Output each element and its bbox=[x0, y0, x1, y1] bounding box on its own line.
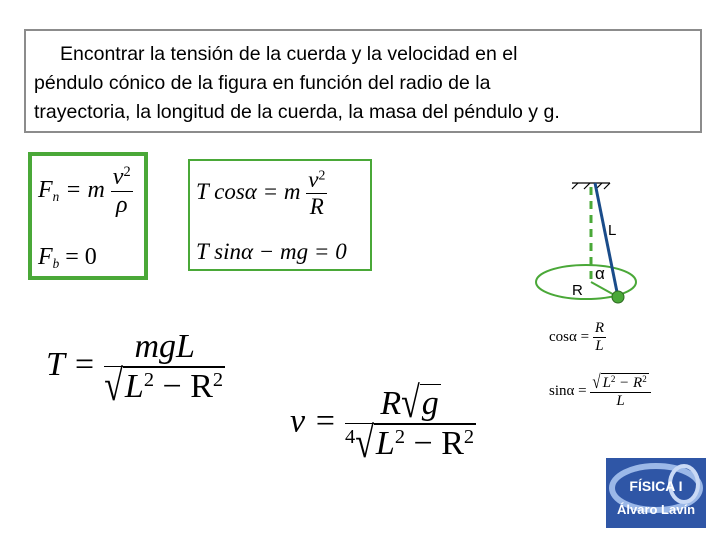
fb-equation: $F_b = 0$ bbox=[38, 244, 97, 271]
logo-line-1: FÍSICA I bbox=[629, 478, 683, 494]
tsin-equation: T sinα − mg = 0 bbox=[196, 239, 347, 264]
fisica-logo bbox=[606, 458, 706, 528]
logo-line-2: Álvaro Lavín bbox=[616, 502, 696, 517]
force-components-box bbox=[28, 152, 148, 280]
problem-line-1: Encontrar la tensión de la cuerda y la velocidad en el bbox=[60, 43, 518, 65]
label-L: L bbox=[608, 222, 617, 239]
problem-line-2: péndulo cónico de la figura en función del radio de la bbox=[34, 72, 491, 94]
fn-equation: $F_n = m$ $\frac{v^2}{\rho}$ bbox=[38, 164, 131, 218]
tension-result: T = $\frac{\text{mgL}}{√L^2 - R^2}$ bbox=[46, 328, 224, 411]
cos-relation: cosα = $\frac{R}{L}$ bbox=[549, 320, 604, 354]
conical-pendulum-diagram bbox=[520, 165, 670, 305]
label-alpha: α bbox=[595, 264, 605, 283]
tension-equations-box bbox=[188, 159, 372, 271]
label-R: R bbox=[572, 282, 583, 299]
problem-statement bbox=[24, 29, 702, 133]
pendulum-bob bbox=[612, 291, 624, 303]
problem-line-3: trayectoria, la longitud de la cuerda, la masa del péndulo y g. bbox=[34, 101, 560, 123]
sin-relation: sinα = $\frac{√ L^2 - R^2}{L}$ bbox=[549, 373, 651, 410]
tcos-equation: T cosα = m $\frac{v^2}{R}$ bbox=[196, 167, 326, 219]
velocity-result: v = $\frac{R√g}{^4√L^2 - R^2}$ bbox=[290, 379, 475, 468]
